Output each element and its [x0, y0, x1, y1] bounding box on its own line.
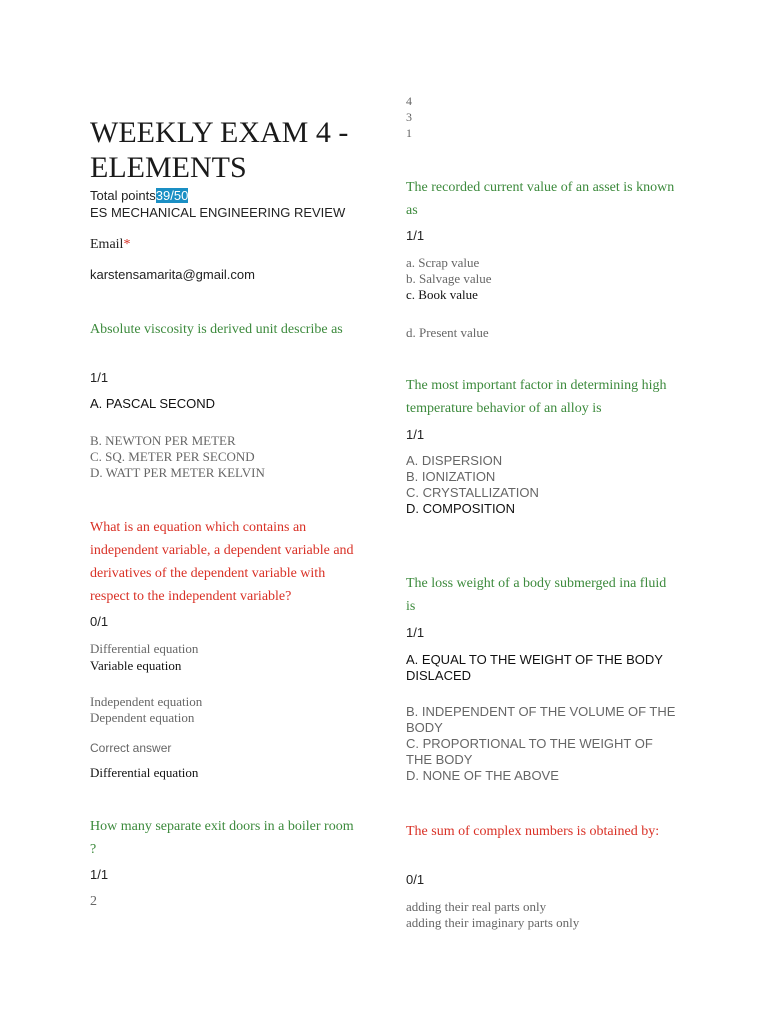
answer-options: [406, 453, 676, 517]
answer-option[interactable]: 3: [406, 110, 412, 124]
answer-option[interactable]: B. NEWTON PER METER: [90, 433, 236, 448]
question-complex-sum: The sum of complex numbers is obtained by:: [406, 824, 660, 839]
email-value: karstensamarita@gmail.com: [90, 267, 255, 282]
question-score: 1/1: [406, 625, 425, 640]
question-score: 1/1: [90, 370, 109, 385]
answer-options: [90, 694, 360, 726]
correct-answer-label: Correct answer: [90, 741, 172, 755]
correct-answer-value: Differential equation: [90, 765, 199, 780]
answer-option[interactable]: a. Scrap value: [406, 255, 480, 270]
selected-answer[interactable]: c. Book value: [406, 287, 478, 302]
page-title: WEEKLY EXAM 4 - ELEMENTS: [90, 116, 349, 184]
answer-option[interactable]: 2: [90, 894, 97, 909]
answer-option[interactable]: b. Salvage value: [406, 271, 492, 286]
answer-option[interactable]: Dependent equation: [90, 710, 195, 725]
question-score: 0/1: [90, 614, 109, 629]
required-mark: *: [123, 237, 131, 252]
question-viscosity: Absolute viscosity is derived unit describe as: [90, 322, 343, 337]
question-alloy-behavior: The most important factor in determining high temperature behavior of an alloy is: [406, 378, 667, 416]
answer-option[interactable]: C. PROPORTIONAL TO THE WEIGHT OF THE BODY: [406, 736, 653, 767]
email-label: [90, 237, 130, 253]
question-differential: What is an equation which contains an independent variable, a dependent variable and derivatives of the dependent variable with respect to the independent variable?: [90, 520, 354, 604]
answer-options-continued: [406, 93, 412, 141]
selected-answer[interactable]: D. COMPOSITION: [406, 501, 516, 516]
answer-options: [406, 255, 676, 303]
answer-option[interactable]: d. Present value: [406, 325, 489, 340]
question-score: 1/1: [406, 427, 425, 442]
email-label-text: Email: [90, 237, 124, 252]
answer-option[interactable]: adding their imaginary parts only: [406, 915, 580, 930]
answer-option[interactable]: D. NONE OF THE ABOVE: [406, 768, 559, 783]
selected-answer[interactable]: Variable equation: [90, 658, 182, 673]
answer-option[interactable]: A. DISPERSION: [406, 453, 503, 468]
total-points-value: 39/50: [155, 188, 189, 203]
answer-option[interactable]: adding their real parts only: [406, 899, 547, 914]
answer-option[interactable]: 4: [406, 94, 412, 108]
answer-option[interactable]: B. INDEPENDENT OF THE VOLUME OF THE BODY: [406, 704, 676, 735]
total-points-label: Total points: [90, 188, 156, 203]
exam-subtitle: ES MECHANICAL ENGINEERING REVIEW: [90, 205, 346, 220]
answer-options: [406, 899, 676, 931]
answer-option[interactable]: C. SQ. METER PER SECOND: [90, 449, 255, 464]
total-points: [90, 188, 188, 203]
question-submerged-weight: The loss weight of a body submerged ina fluid is: [406, 576, 667, 614]
answer-options: [90, 433, 360, 481]
answer-option[interactable]: Differential equation: [90, 641, 199, 656]
answer-options: [406, 704, 676, 784]
answer-option[interactable]: Independent equation: [90, 694, 203, 709]
selected-answer[interactable]: A. EQUAL TO THE WEIGHT OF THE BODY DISLACED: [406, 652, 663, 683]
question-exit-doors: How many separate exit doors in a boiler room ?: [90, 819, 354, 857]
answer-option[interactable]: D. WATT PER METER KELVIN: [90, 465, 265, 480]
answer-option[interactable]: C. CRYSTALLIZATION: [406, 485, 539, 500]
selected-answer[interactable]: A. PASCAL SECOND: [90, 396, 215, 411]
question-score: 1/1: [406, 228, 425, 243]
question-score: 1/1: [90, 867, 109, 882]
answer-option[interactable]: 1: [406, 126, 412, 140]
question-asset-value: The recorded current value of an asset is known as: [406, 180, 675, 218]
question-score: 0/1: [406, 872, 425, 887]
answer-option[interactable]: B. IONIZATION: [406, 469, 496, 484]
